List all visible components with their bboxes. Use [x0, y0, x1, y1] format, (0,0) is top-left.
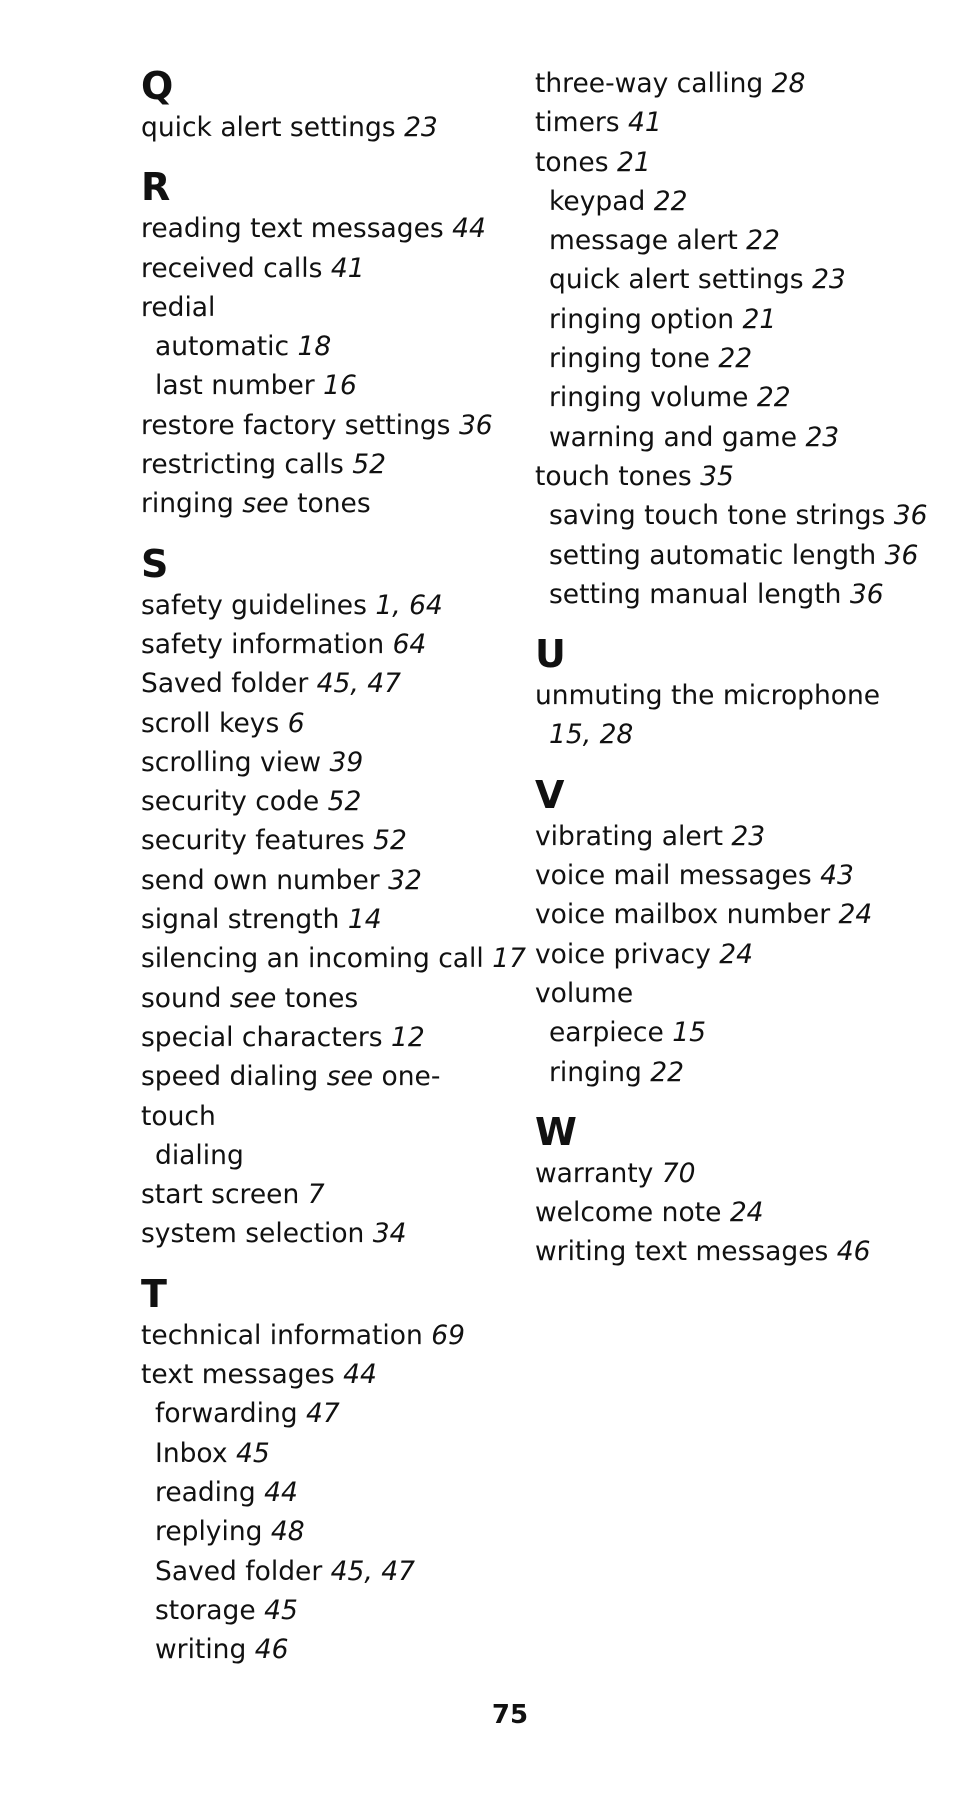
- entry-pages: 23: [812, 264, 846, 296]
- entry-pages: 15, 28: [549, 719, 634, 751]
- entry-pages: 69: [431, 1319, 465, 1351]
- entry-term: safety guidelines: [141, 589, 367, 621]
- index-subentry: [141, 366, 511, 405]
- entry-term: unmuting the microphone: [535, 680, 881, 712]
- entry-pages: 21: [616, 146, 651, 178]
- entry-term: restore factory settings: [141, 409, 451, 441]
- entry-pages: 46: [836, 1236, 871, 1268]
- index-section: [535, 1110, 935, 1272]
- index-entry: [141, 664, 511, 703]
- index-subentry: [141, 1473, 511, 1512]
- index-column-left: [141, 64, 526, 1687]
- entry-see: see: [229, 982, 277, 1014]
- index-subentry: [535, 182, 935, 221]
- entry-term: technical information: [141, 1319, 423, 1351]
- index-entry: [535, 856, 935, 895]
- entry-term: sound: [141, 982, 222, 1014]
- index-subentry: [535, 1053, 935, 1092]
- index-entry: [535, 1232, 935, 1271]
- index-entry: [141, 782, 511, 821]
- entry-pages: 41: [628, 107, 662, 139]
- entry-term: redial: [141, 291, 216, 323]
- entry-pages: 6: [287, 707, 305, 739]
- entry-pages: 32: [388, 864, 422, 896]
- entry-see-target: tones: [284, 982, 359, 1014]
- entry-pages: 36: [458, 409, 493, 441]
- index-section: [535, 64, 935, 614]
- entry-pages: 22: [756, 382, 791, 414]
- index-subentry: [141, 1434, 511, 1473]
- index-entry: [141, 743, 511, 782]
- entry-pages: 28: [771, 68, 806, 99]
- entry-term: silencing an incoming call: [141, 943, 484, 975]
- entry-term: ringing option: [549, 303, 735, 335]
- entry-term: Saved folder: [141, 668, 309, 700]
- entry-term: scroll keys: [141, 707, 280, 739]
- index-entry: [141, 821, 511, 860]
- entry-term: three-way calling: [535, 68, 764, 99]
- entry-term: replying: [155, 1516, 263, 1548]
- entry-term: voice privacy: [535, 938, 711, 970]
- entry-term: earpiece: [549, 1017, 664, 1049]
- section-letter: W: [535, 1109, 577, 1154]
- entry-pages: 36: [884, 539, 919, 571]
- entry-term: special characters: [141, 1021, 383, 1053]
- entry-pages: 48: [270, 1516, 305, 1548]
- index-entry: [141, 1175, 511, 1214]
- entry-pages: 35: [700, 460, 734, 492]
- entry-term: volume: [535, 977, 634, 1009]
- entry-pages: 47: [306, 1398, 340, 1430]
- section-letter: R: [141, 165, 171, 210]
- entry-term: warning and game: [549, 421, 797, 453]
- entry-term: system selection: [141, 1218, 365, 1250]
- entry-term: ringing: [549, 1056, 642, 1088]
- index-entry: [141, 979, 511, 1018]
- entry-see-target: tones: [297, 488, 371, 520]
- entry-pages: 14: [347, 904, 382, 936]
- entry-term: reading text messages: [141, 213, 444, 245]
- entry-pages: 46: [254, 1634, 289, 1666]
- entry-term: received calls: [141, 252, 323, 284]
- entry-term: setting manual length: [549, 578, 842, 610]
- index-section: [535, 773, 935, 1092]
- index-entry: [535, 457, 935, 496]
- index-entry: [141, 1355, 511, 1394]
- entry-pages: 52: [373, 825, 407, 857]
- entry-pages: 52: [352, 449, 386, 481]
- section-letter: Q: [141, 64, 174, 108]
- index-subentry: [141, 1591, 511, 1630]
- entry-pages: 22: [718, 343, 753, 375]
- index-entry: [535, 974, 935, 1013]
- entry-term: reading: [155, 1476, 256, 1508]
- index-entry: [141, 288, 511, 327]
- index-section: [535, 632, 935, 755]
- page-number: 75: [491, 1700, 529, 1730]
- section-letter: S: [141, 541, 169, 586]
- index-entry: [535, 1154, 935, 1193]
- index-subentry: [535, 418, 935, 457]
- entry-term: safety information: [141, 628, 385, 660]
- entry-see-target: one-touch: [141, 1061, 441, 1132]
- index-entry: [535, 817, 935, 856]
- entry-pages: 64: [392, 628, 427, 660]
- entry-term: scrolling view: [141, 746, 322, 778]
- entry-term: text messages: [141, 1359, 335, 1391]
- index-entry: [535, 103, 935, 142]
- entry-pages: 24: [719, 938, 753, 970]
- index-subentry: [141, 1552, 511, 1591]
- index-subentry: [535, 575, 935, 614]
- index-entry: [141, 1214, 511, 1253]
- index-subentry: [141, 1512, 511, 1551]
- entry-term: saving touch tone strings: [549, 500, 886, 532]
- entry-pages: 44: [343, 1359, 377, 1391]
- entry-see: see: [326, 1061, 374, 1093]
- entry-term: Saved folder: [155, 1555, 323, 1587]
- entry-term: vibrating alert: [535, 820, 723, 852]
- entry-pages: 22: [653, 185, 688, 217]
- index-subentry: [535, 536, 935, 575]
- index-subentry: [141, 1394, 511, 1433]
- index-subentry: [141, 327, 511, 366]
- index-section: [141, 64, 511, 147]
- entry-term: forwarding: [155, 1398, 298, 1430]
- index-entry: [141, 704, 511, 743]
- entry-pages: 70: [661, 1157, 696, 1189]
- entry-pages: 52: [327, 786, 362, 818]
- entry-term: ringing: [141, 488, 234, 520]
- index-entry: [141, 209, 511, 248]
- entry-term: writing text messages: [535, 1236, 829, 1268]
- index-subentry: [141, 1630, 511, 1669]
- index-entry: [535, 895, 935, 934]
- index-section: [141, 165, 511, 523]
- entry-pages: 39: [329, 746, 364, 778]
- entry-term: keypad: [549, 185, 646, 217]
- entry-term: quick alert settings: [549, 264, 804, 296]
- entry-pages: 22: [650, 1056, 685, 1088]
- index-subentry: [535, 260, 935, 299]
- index-subentry: [535, 221, 935, 260]
- index-entry: [535, 935, 935, 974]
- entry-term: ringing volume: [549, 382, 749, 414]
- index-column-right: [535, 64, 935, 1290]
- index-entry: [141, 900, 511, 939]
- index-entry: [141, 249, 511, 288]
- index-subentry: [535, 496, 935, 535]
- entry-term: voice mail messages: [535, 860, 812, 892]
- entry-pages: 24: [838, 899, 873, 931]
- entry-term: writing: [155, 1634, 247, 1666]
- index-section: [141, 1272, 511, 1670]
- entry-pages: 45, 47: [330, 1555, 415, 1587]
- entry-pages: 22: [746, 225, 780, 257]
- entry-term: tones: [535, 146, 609, 178]
- entry-term: touch tones: [535, 460, 692, 492]
- entry-term: timers: [535, 107, 620, 139]
- entry-pages: 18: [297, 331, 332, 363]
- entry-pages: 23: [805, 421, 840, 453]
- section-letter: V: [535, 772, 565, 817]
- entry-term: last number: [155, 370, 315, 402]
- entry-pages: 43: [820, 860, 854, 892]
- section-letter: U: [535, 632, 566, 677]
- index-entry: [141, 625, 511, 664]
- index-entry: [141, 1316, 511, 1355]
- entry-pages: 12: [391, 1021, 425, 1053]
- index-entry: [535, 143, 935, 182]
- entry-term: security features: [141, 825, 365, 857]
- index-entry: [141, 586, 511, 625]
- entry-pages: 44: [264, 1476, 298, 1508]
- entry-pages: 45: [235, 1437, 270, 1469]
- entry-pages: 41: [330, 252, 365, 284]
- index-subentry: [535, 300, 935, 339]
- index-entry: [141, 445, 511, 484]
- entry-pages: 45: [264, 1594, 298, 1626]
- index-entry: [535, 676, 935, 755]
- entry-pages: 23: [731, 820, 766, 852]
- entry-term: setting automatic length: [549, 539, 877, 571]
- index-entry: [141, 939, 526, 978]
- entry-term: Inbox: [155, 1437, 228, 1469]
- entry-term: storage: [155, 1594, 256, 1626]
- entry-see: see: [242, 488, 289, 520]
- entry-term: speed dialing: [141, 1061, 319, 1093]
- entry-pages: 45, 47: [316, 668, 401, 700]
- entry-term: security code: [141, 786, 320, 818]
- entry-pages: 16: [323, 370, 357, 402]
- entry-term: restricting calls: [141, 449, 344, 481]
- entry-term: send own number: [141, 864, 380, 896]
- index-entry: [141, 1018, 511, 1057]
- index-entry: [535, 64, 935, 103]
- entry-continuation: dialing: [155, 1139, 244, 1171]
- entry-term: quick alert settings: [141, 112, 396, 143]
- entry-pages: 36: [849, 578, 884, 610]
- index-section: [141, 541, 526, 1254]
- index-entry: [535, 1193, 935, 1232]
- entry-term: ringing tone: [549, 343, 710, 375]
- entry-pages: 34: [372, 1218, 407, 1250]
- index-entry: [141, 861, 511, 900]
- entry-term: signal strength: [141, 904, 340, 936]
- entry-pages: 21: [742, 303, 777, 335]
- entry-pages: 24: [729, 1197, 764, 1229]
- entry-pages: 15: [672, 1017, 706, 1049]
- entry-pages: 7: [307, 1179, 325, 1211]
- index-entry: [141, 484, 511, 523]
- section-letter: T: [141, 1271, 167, 1316]
- entry-pages: 1, 64: [375, 589, 443, 621]
- index-entry: [141, 108, 511, 147]
- index-subentry: [535, 1013, 935, 1052]
- entry-term: welcome note: [535, 1197, 722, 1229]
- entry-term: start screen: [141, 1179, 300, 1211]
- entry-term: warranty: [535, 1157, 654, 1189]
- entry-pages: 44: [452, 213, 486, 245]
- index-subentry: [535, 378, 935, 417]
- index-entry: [141, 406, 511, 445]
- index-subentry: [535, 339, 935, 378]
- entry-term: voice mailbox number: [535, 899, 831, 931]
- entry-pages: 17: [492, 943, 526, 975]
- entry-term: automatic: [155, 331, 290, 363]
- entry-term: message alert: [549, 225, 738, 257]
- entry-pages: 23: [404, 112, 438, 143]
- index-entry: [141, 1057, 511, 1175]
- entry-pages: 36: [893, 500, 928, 532]
